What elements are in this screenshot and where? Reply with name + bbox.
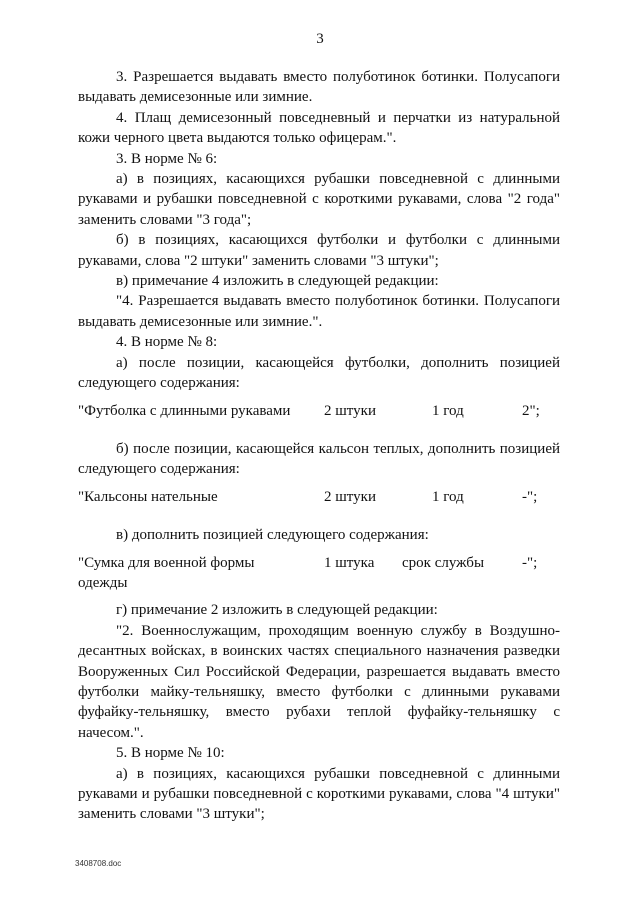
table-row <box>78 487 560 507</box>
paragraph: 5. В норме № 10: <box>116 745 225 762</box>
paragraph: 3. Разрешается выдавать вместо полуботинок ботинки. Полусапоги выдавать демисезонные или зимние. <box>78 69 560 106</box>
paragraph: в) дополнить позицией следующего содержания: <box>116 527 429 544</box>
item-name: "Сумка для военной формы <box>78 554 255 571</box>
item-quantity: 2 штуки <box>324 488 376 505</box>
paragraph: б) в позициях, касающихся футболки и футболки с длинными рукавами, слова "2 штуки" заменить словами "3 штуки"; <box>78 232 560 269</box>
item-extra: -"; <box>522 488 538 505</box>
item-term: 1 год <box>432 488 464 505</box>
paragraph: г) примечание 2 изложить в следующей редакции: <box>116 602 438 619</box>
item-extra: 2"; <box>522 402 540 419</box>
paragraph: "4. Разрешается выдавать вместо полуботинок ботинки. Полусапоги выдавать демисезонные или зимние.". <box>78 293 560 330</box>
paragraph: 3. В норме № 6: <box>116 150 218 167</box>
table-row-continuation <box>78 573 560 593</box>
paragraph: а) в позициях, касающихся рубашки повседневной с длинными рукавами и рубашки повседневной с короткими рукавами, слова "2 года" заменить словами "3 года"; <box>78 171 560 228</box>
item-term: срок службы <box>402 554 485 571</box>
item-quantity: 2 штуки <box>324 402 376 419</box>
paragraph: а) после позиции, касающейся футболки, дополнить позицией следующего содержания: <box>78 354 560 392</box>
item-term: 1 год <box>432 402 464 419</box>
paragraph: б) после позиции, касающейся кальсон теплых, дополнить позицией следующего содержания: <box>78 440 560 478</box>
item-name: "Кальсоны нательные <box>78 488 218 505</box>
item-name-continued: одежды <box>78 574 128 591</box>
table-row <box>78 553 560 573</box>
item-extra: -"; <box>522 554 538 571</box>
paragraph: 4. Плащ демисезонный повседневный и перчатки из натуральной кожи черного цвета выдаются только офицерам.". <box>78 109 560 147</box>
item-name: "Футболка с длинными рукавами <box>78 402 291 419</box>
paragraph: а) в позициях, касающихся рубашки повседневной с длинными рукавами и рубашки повседневной с короткими рукавами, слова "4 штуки" заменить словами "3 штуки"; <box>78 765 560 823</box>
page-number: 3 <box>316 31 324 47</box>
paragraph: 4. В норме № 8: <box>116 334 218 351</box>
paragraph: в) примечание 4 изложить в следующей редакции: <box>116 273 439 290</box>
document-body <box>78 67 560 825</box>
paragraph: "2. Военнослужащим, проходящим военную службу в Воздушно-десантных войсках, в воинских частях специального назначения разведки Вооруженных Сил Российской Федерации, разрешается выдавать вместо футболки майку-тельняшку, вместо футболки с длинными рукавами фуфайку-тельняшку, вместо рубахи теплой фуфайку-тельняшку с начесом.". <box>78 622 560 741</box>
table-row <box>78 401 560 421</box>
item-quantity: 1 штука <box>324 554 375 571</box>
footer-filename: 3408708.doc <box>75 859 122 868</box>
